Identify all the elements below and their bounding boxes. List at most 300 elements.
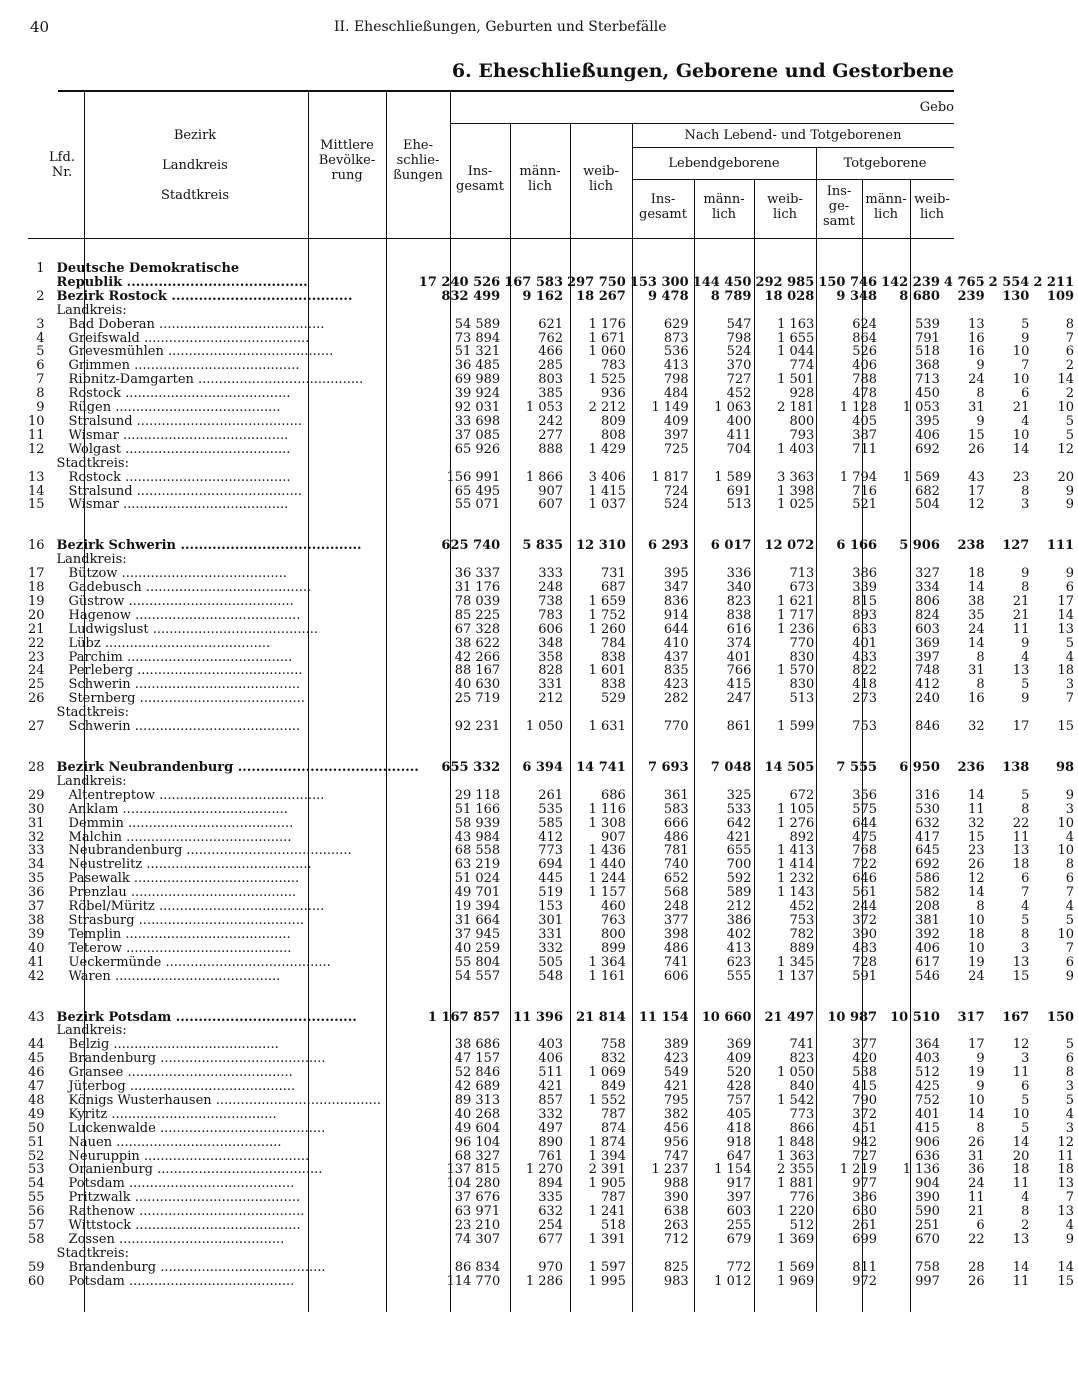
- value-cell: 8: [1021, 926, 1030, 942]
- table-row: [28, 1150, 1078, 1164]
- leader-dots: ........................................: [154, 316, 325, 332]
- value-cell: 236: [957, 760, 985, 775]
- row-number: 52: [28, 1148, 45, 1164]
- value-cell: 6: [1065, 954, 1075, 970]
- value-cell: 8: [976, 649, 985, 665]
- area-name-text: Bützow: [68, 566, 118, 582]
- value-cell: [504, 553, 567, 567]
- table-row: [28, 1261, 1078, 1275]
- leader-dots: ........................................: [122, 274, 308, 290]
- value-cell: 753: [789, 912, 815, 928]
- value-cell: 130: [1002, 288, 1030, 304]
- value-cell: 5: [1065, 1037, 1075, 1053]
- row-number: 2: [36, 288, 45, 304]
- header-population: Mittlere Bevölke- rung: [318, 138, 376, 183]
- value-cell: 1 881: [777, 1176, 815, 1192]
- value-cell: 3: [1021, 497, 1030, 513]
- value-cell: 857: [538, 1092, 564, 1108]
- value-cell: 782: [789, 926, 815, 942]
- value-cell: 2 212: [588, 400, 626, 416]
- value-cell: 815: [852, 593, 878, 609]
- value-cell: [1033, 1024, 1078, 1038]
- value-cell: [944, 553, 989, 567]
- value-cell: 15: [968, 829, 985, 845]
- value-cell: 888: [538, 441, 564, 457]
- value-cell: 16: [968, 330, 985, 346]
- value-cell: [567, 706, 630, 720]
- value-cell: [693, 706, 756, 720]
- value-cell: [630, 457, 693, 471]
- value-cell: 32: [968, 815, 985, 831]
- table-row: [28, 678, 1078, 692]
- value-cell: 1 053: [902, 400, 940, 416]
- value-cell: 1 391: [588, 1232, 626, 1247]
- value-cell: 5 835: [522, 538, 564, 554]
- header-male: männ- lich: [519, 164, 561, 194]
- table-row: [28, 387, 1078, 401]
- value-cell: 24: [968, 621, 985, 637]
- value-cell: 69 989: [454, 372, 501, 388]
- area-name-text: Nauen: [68, 1134, 113, 1150]
- value-cell: 413: [663, 358, 689, 374]
- area-name-text: Schwerin: [68, 677, 131, 693]
- area-name-text: Landkreis:: [56, 302, 127, 318]
- value-cell: 892: [789, 829, 815, 845]
- area-name-text: Jüterbog: [68, 1079, 126, 1095]
- value-cell: 655 332: [441, 760, 501, 775]
- value-cell: 1 601: [588, 663, 626, 679]
- value-cell: 385: [538, 386, 564, 402]
- value-cell: 1 219: [839, 1162, 878, 1178]
- value-cell: 74 307: [454, 1232, 501, 1247]
- value-cell: 361: [663, 787, 689, 803]
- value-cell: [818, 457, 881, 471]
- value-cell: 36: [968, 1162, 985, 1178]
- value-cell: 7 048: [710, 760, 752, 775]
- area-name-text: Rathenow: [68, 1204, 136, 1220]
- value-cell: 3: [1065, 1079, 1075, 1095]
- area-name: [49, 1191, 419, 1205]
- area-name-text: Wismar: [68, 427, 119, 443]
- value-cell: 452: [789, 899, 815, 915]
- area-name: [49, 387, 419, 401]
- value-cell: 92 231: [454, 719, 501, 735]
- value-cell: 983: [663, 1273, 689, 1289]
- value-cell: 3: [1065, 801, 1075, 817]
- value-cell: 8: [976, 899, 985, 915]
- value-cell: 466: [538, 344, 564, 360]
- value-cell: 43: [968, 469, 985, 485]
- value-cell: 89 313: [454, 1092, 501, 1108]
- page-number: 40: [30, 18, 50, 36]
- area-name: [49, 415, 419, 429]
- area-name-text: Parchim: [68, 649, 123, 665]
- value-cell: 1 143: [777, 885, 815, 901]
- table-row: [28, 664, 1078, 678]
- value-cell: 25 719: [454, 691, 501, 707]
- value-cell: 784: [601, 635, 626, 651]
- value-cell: 3: [1065, 1120, 1075, 1136]
- value-cell: 787: [601, 1106, 626, 1122]
- value-cell: 369: [915, 635, 940, 651]
- value-cell: 8: [1065, 1065, 1075, 1081]
- value-cell: [989, 262, 1034, 276]
- area-name-text: Grimmen: [68, 358, 131, 374]
- area-name-text: Luckenwalde: [68, 1120, 156, 1136]
- value-cell: 830: [789, 649, 815, 665]
- value-cell: 5: [1021, 912, 1030, 928]
- value-cell: 582: [915, 885, 940, 901]
- leader-dots: ........................................: [135, 1204, 305, 1220]
- value-cell: 255: [726, 1218, 752, 1234]
- value-cell: 8: [1021, 580, 1030, 596]
- value-cell: 484: [663, 386, 689, 402]
- value-cell: 747: [663, 1148, 689, 1164]
- value-cell: 400: [726, 413, 752, 429]
- value-cell: 42 266: [454, 649, 501, 665]
- value-cell: 8: [976, 386, 985, 402]
- value-cell: 1 060: [588, 344, 626, 360]
- value-cell: 849: [601, 1079, 626, 1095]
- area-name: [49, 789, 419, 803]
- value-cell: 716: [852, 483, 878, 499]
- row-number: 47: [28, 1079, 45, 1095]
- row-number: 41: [28, 954, 45, 970]
- row-number: 48: [28, 1092, 45, 1108]
- value-cell: 21: [1012, 593, 1030, 609]
- row-number: [28, 553, 49, 567]
- value-cell: 421: [726, 829, 752, 845]
- leader-dots: ........................................: [131, 1218, 301, 1234]
- value-cell: 686: [601, 787, 626, 803]
- value-cell: 54 557: [454, 968, 501, 984]
- row-number: 46: [28, 1065, 45, 1081]
- value-cell: 1 429: [588, 441, 626, 457]
- value-cell: 977: [852, 1176, 878, 1192]
- value-cell: 677: [538, 1232, 564, 1247]
- value-cell: 389: [663, 1037, 689, 1053]
- value-cell: [755, 1247, 818, 1261]
- value-cell: 5: [1021, 787, 1030, 803]
- value-cell: 625 740: [441, 538, 501, 554]
- value-cell: 387: [852, 427, 878, 443]
- row-number: 17: [28, 566, 45, 582]
- value-cell: [881, 457, 944, 471]
- value-cell: 14: [1057, 372, 1075, 388]
- leader-dots: ........................................: [135, 691, 305, 707]
- value-cell: 6: [976, 1218, 985, 1234]
- table-row: [28, 609, 1078, 623]
- value-cell: 1 995: [588, 1273, 626, 1289]
- value-cell: 336: [726, 566, 752, 582]
- row-number: [28, 706, 49, 720]
- value-cell: 397: [726, 1190, 752, 1206]
- area-name-text: Stadtkreis:: [56, 705, 129, 721]
- leader-dots: ........................................: [122, 649, 293, 665]
- value-cell: [419, 262, 504, 276]
- value-cell: 18: [1012, 857, 1030, 873]
- row-number: 26: [28, 691, 45, 707]
- area-name: [49, 1205, 419, 1219]
- row-spacer: [28, 984, 1078, 1011]
- value-cell: 518: [915, 344, 940, 360]
- value-cell: 1 569: [902, 469, 940, 485]
- value-cell: 832: [601, 1051, 626, 1067]
- value-cell: 822: [852, 663, 878, 679]
- value-cell: 24: [968, 372, 985, 388]
- table-row: [28, 373, 1078, 387]
- value-cell: 524: [663, 497, 689, 513]
- area-name: [49, 1052, 419, 1066]
- table-row: [28, 858, 1078, 872]
- value-cell: 823: [726, 593, 752, 609]
- value-cell: [630, 1024, 693, 1038]
- header-live-dead: Nach Lebend- und Totgeborenen: [684, 128, 902, 143]
- value-cell: 2 181: [777, 400, 815, 416]
- leader-dots: ........................................: [130, 607, 301, 623]
- row-number: [28, 276, 49, 290]
- header-subrule: [632, 179, 954, 180]
- value-cell: [1033, 553, 1078, 567]
- area-name: [49, 1233, 419, 1247]
- value-cell: 6: [1065, 871, 1075, 887]
- row-number: 36: [28, 885, 45, 901]
- table-row: [28, 1275, 1078, 1289]
- value-cell: 18 267: [576, 288, 626, 304]
- value-cell: 40 630: [454, 677, 501, 693]
- value-cell: 621: [538, 316, 564, 332]
- value-cell: 150 746: [818, 274, 878, 290]
- value-cell: 694: [538, 857, 564, 873]
- value-cell: 800: [601, 926, 626, 942]
- value-cell: 1 345: [777, 954, 815, 970]
- row-number: 39: [28, 926, 45, 942]
- area-name-text: Grevesmühlen: [68, 344, 164, 360]
- table-row: [28, 276, 1078, 290]
- value-cell: 4: [1065, 899, 1075, 915]
- value-cell: 3 363: [777, 469, 815, 485]
- value-cell: 942: [852, 1134, 878, 1150]
- value-cell: 10: [1012, 372, 1030, 388]
- value-cell: 1 241: [588, 1204, 626, 1220]
- header-births-group: Gebo: [919, 100, 954, 115]
- value-cell: 530: [915, 801, 940, 817]
- value-cell: 511: [538, 1065, 564, 1081]
- area-name-text: Kyritz: [68, 1106, 108, 1122]
- value-cell: 425: [915, 1079, 940, 1095]
- value-cell: 9: [1065, 483, 1075, 499]
- value-cell: 806: [915, 593, 940, 609]
- value-cell: 918: [726, 1134, 752, 1150]
- value-cell: 1 659: [588, 593, 626, 609]
- value-cell: 6: [1021, 386, 1030, 402]
- value-cell: 406: [915, 940, 940, 956]
- value-cell: [881, 262, 944, 276]
- area-name: [49, 595, 419, 609]
- value-cell: 8: [1065, 857, 1075, 873]
- value-cell: 420: [852, 1051, 878, 1067]
- value-cell: 713: [915, 372, 940, 388]
- value-cell: 23 210: [454, 1218, 501, 1234]
- value-cell: [818, 1247, 881, 1261]
- value-cell: [504, 262, 567, 276]
- header-area: Bezirk Landkreis Stadtkreis: [160, 128, 230, 203]
- value-cell: 652: [663, 871, 689, 887]
- value-cell: 8: [1021, 801, 1030, 817]
- row-spacer: [28, 512, 1078, 539]
- value-cell: 418: [726, 1120, 752, 1136]
- value-cell: 7: [1065, 885, 1075, 901]
- value-cell: 423: [663, 677, 689, 693]
- value-cell: 18: [968, 926, 985, 942]
- area-name-text: Gransee: [68, 1065, 124, 1081]
- area-name: [49, 276, 419, 290]
- value-cell: 9 478: [647, 288, 689, 304]
- table-row: [28, 581, 1078, 595]
- header-subrule: [632, 147, 954, 148]
- value-cell: 636: [915, 1148, 940, 1164]
- value-cell: 1 369: [777, 1232, 815, 1247]
- value-cell: 1 053: [525, 400, 564, 416]
- value-cell: [504, 1024, 567, 1038]
- value-cell: 92 031: [454, 400, 501, 416]
- area-name: [49, 471, 419, 485]
- value-cell: 727: [726, 372, 752, 388]
- value-cell: 512: [915, 1065, 940, 1081]
- value-cell: [881, 553, 944, 567]
- value-cell: 633: [852, 621, 878, 637]
- value-cell: 774: [789, 358, 815, 374]
- value-cell: [630, 775, 693, 789]
- value-cell: 332: [538, 1106, 564, 1122]
- value-cell: 285: [538, 358, 564, 374]
- value-cell: 547: [726, 316, 752, 332]
- value-cell: 55 804: [454, 954, 501, 970]
- header-marriages: Ehe- schlie- ßungen: [393, 138, 443, 183]
- value-cell: 6 017: [710, 538, 752, 554]
- value-cell: 889: [789, 940, 815, 956]
- value-cell: 1 403: [777, 441, 815, 457]
- leader-dots: ........................................: [193, 372, 364, 388]
- row-number: 42: [28, 968, 45, 984]
- value-cell: 546: [915, 968, 940, 984]
- value-cell: 725: [663, 441, 689, 457]
- value-cell: 589: [726, 885, 752, 901]
- row-number: 16: [28, 538, 45, 554]
- area-name-text: Republik: [56, 274, 123, 290]
- value-cell: 7: [1065, 1190, 1075, 1206]
- area-name-text: Strasburg: [68, 912, 135, 928]
- value-cell: 539: [915, 316, 940, 332]
- area-name: [49, 429, 419, 443]
- value-cell: 10: [1012, 427, 1030, 443]
- value-cell: 10: [968, 940, 985, 956]
- value-cell: 415: [915, 1120, 940, 1136]
- area-name: [49, 858, 419, 872]
- value-cell: [693, 304, 756, 318]
- value-cell: [1033, 775, 1078, 789]
- leader-dots: ........................................: [110, 968, 281, 984]
- row-number: 35: [28, 871, 45, 887]
- leader-dots: ........................................: [120, 441, 291, 457]
- table-row: [28, 318, 1078, 332]
- value-cell: 1 137: [777, 968, 815, 984]
- area-name-text: Lübz: [68, 635, 101, 651]
- value-cell: 5: [1065, 1092, 1075, 1108]
- value-cell: 386: [726, 912, 752, 928]
- value-cell: 791: [915, 330, 940, 346]
- value-cell: 970: [538, 1259, 564, 1275]
- value-cell: 282: [663, 691, 689, 707]
- value-cell: 4: [1021, 413, 1030, 429]
- value-cell: 11: [1057, 1148, 1075, 1164]
- leader-dots: ........................................: [114, 1232, 285, 1247]
- value-cell: 167: [1002, 1009, 1030, 1025]
- value-cell: 23: [1012, 469, 1030, 485]
- value-cell: 1 244: [588, 871, 626, 887]
- value-cell: 535: [538, 801, 564, 817]
- value-cell: 629: [663, 316, 689, 332]
- area-name: [49, 1108, 419, 1122]
- value-cell: 9: [1065, 497, 1075, 513]
- row-number: 49: [28, 1106, 45, 1122]
- value-cell: 497: [538, 1120, 564, 1136]
- value-cell: 405: [726, 1106, 752, 1122]
- value-cell: 1 167 857: [427, 1009, 501, 1025]
- value-cell: 47 157: [454, 1051, 501, 1067]
- table-row: [28, 928, 1078, 942]
- table-row: [28, 1219, 1078, 1233]
- value-cell: 242: [538, 413, 564, 429]
- value-cell: 421: [538, 1079, 564, 1095]
- value-cell: 372: [852, 912, 878, 928]
- area-name-text: Prenzlau: [68, 885, 127, 901]
- value-cell: 1 050: [777, 1065, 815, 1081]
- value-cell: 1 037: [588, 497, 626, 513]
- value-cell: [1033, 706, 1078, 720]
- table-row: [28, 415, 1078, 429]
- area-name: [49, 567, 419, 581]
- value-cell: 770: [663, 719, 689, 735]
- value-cell: 536: [663, 344, 689, 360]
- area-name: [49, 942, 419, 956]
- value-cell: 40 268: [454, 1106, 501, 1122]
- leader-dots: ........................................: [133, 663, 303, 679]
- table-title: 6. Eheschließungen, Geborene und Gestorbene: [451, 60, 954, 82]
- value-cell: 73 894: [454, 330, 501, 346]
- value-cell: 6: [1065, 580, 1075, 596]
- value-cell: 339: [852, 580, 878, 596]
- value-cell: 795: [663, 1092, 689, 1108]
- value-cell: 13: [1012, 1232, 1030, 1247]
- value-cell: [693, 262, 756, 276]
- value-cell: 340: [726, 580, 752, 596]
- value-cell: 14 741: [576, 760, 626, 775]
- value-cell: 8: [1021, 1204, 1030, 1220]
- value-cell: 538: [852, 1065, 878, 1081]
- value-cell: 156 991: [446, 469, 501, 485]
- table-row: [28, 595, 1078, 609]
- header-total: Ins- gesamt: [456, 164, 504, 194]
- value-cell: 699: [852, 1232, 878, 1247]
- value-cell: 9: [1021, 566, 1030, 582]
- value-cell: 803: [538, 372, 564, 388]
- leader-dots: ........................................: [121, 926, 291, 942]
- value-cell: 861: [726, 719, 752, 735]
- value-cell: 533: [726, 801, 752, 817]
- area-name: [49, 553, 419, 567]
- value-cell: 835: [663, 663, 689, 679]
